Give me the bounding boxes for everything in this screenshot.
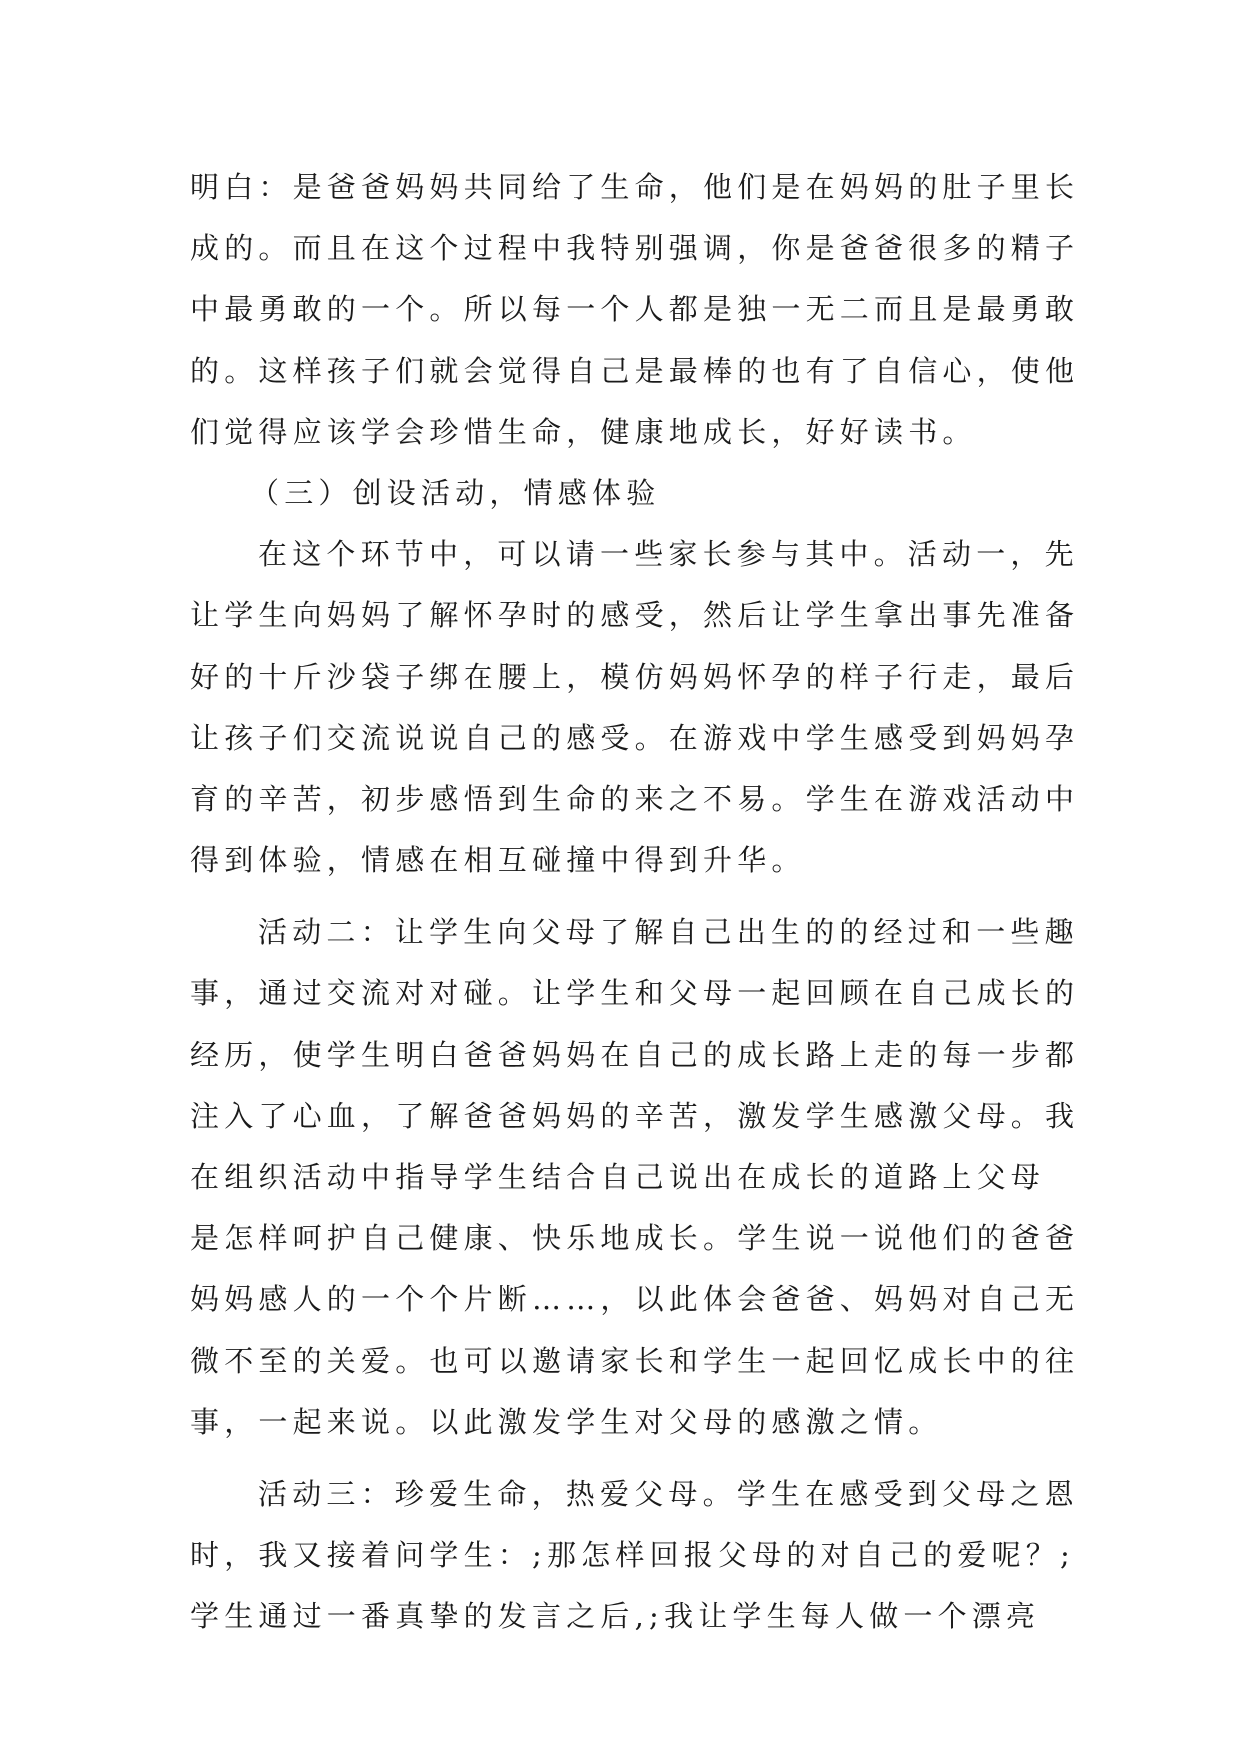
section-heading [190, 463, 1050, 524]
text-line: 在这个环节中，可以请一些家长参与其中。活动一，先 [258, 537, 1079, 572]
section-heading-text: （三）创设活动，情感体验 [250, 475, 661, 510]
document-body [190, 157, 1080, 1648]
paragraph-spacer [190, 1453, 1050, 1464]
text-line: 的。这样孩子们就会觉得自己是最棒的也有了自信心，使他 [190, 353, 1080, 388]
text-line: 妈妈感人的一个个片断……，以此体会爸爸、妈妈对自己无 [190, 1282, 1080, 1317]
text-line: 明白：是爸爸妈妈共同给了生命，他们是在妈妈的肚子里长 [190, 170, 1080, 204]
text-line: 经历，使学生明白爸爸妈妈在自己的成长路上走的每一步都 [190, 1037, 1080, 1072]
text-line: 活动三：珍爱生命，热爱父母。学生在感受到父母之恩 [258, 1476, 1079, 1511]
text-line: 事，通过交流对对碰。让学生和父母一起回顾在自己成长的 [190, 976, 1080, 1011]
text-line: 在组织活动中指导学生结合自己说出在成长的道路上父母 [190, 1160, 1046, 1194]
text-line: 们觉得应该学会珍惜生命，健康地成长，好好读书。 [190, 414, 977, 449]
paragraph-2 [190, 524, 1080, 891]
text-line: 让孩子们交流说说自己的感受。在游戏中学生感受到妈妈孕 [190, 720, 1080, 755]
paragraph-spacer [190, 891, 1050, 902]
text-line: 事，一起来说。以此激发学生对父母的感激之情。 [190, 1404, 943, 1439]
text-line: 学生通过一番真挚的发言之后,;我让学生每人做一个漂亮 [190, 1599, 1041, 1634]
text-line: 微不至的关爱。也可以邀请家长和学生一起回忆成长中的往 [190, 1343, 1080, 1378]
text-line: 得到体验，情感在相互碰撞中得到升华。 [190, 843, 806, 878]
text-line: 是怎样呵护自己健康、快乐地成长。学生说一说他们的爸爸 [190, 1221, 1080, 1256]
text-line: 成的。而且在这个过程中我特别强调，你是爸爸很多的精子 [190, 231, 1080, 266]
paragraph-3 [190, 902, 1080, 1453]
text-line: 让学生向妈妈了解怀孕时的感受，然后让学生拿出事先准备 [190, 598, 1080, 633]
text-line: 好的十斤沙袋子绑在腰上，模仿妈妈怀孕的样子行走，最后 [190, 659, 1080, 694]
text-line: 时，我又接着问学生：;那怎样回报父母的对自己的爱呢？; [190, 1538, 1075, 1573]
paragraph-4 [190, 1464, 1079, 1648]
text-line: 育的辛苦，初步感悟到生命的来之不易。学生在游戏活动中 [190, 781, 1080, 816]
paragraph-1 [190, 157, 1080, 463]
text-line: 注入了心血，了解爸爸妈妈的辛苦，激发学生感激父母。我 [190, 1098, 1080, 1133]
text-line: 活动二：让学生向父母了解自己出生的的经过和一些趣 [258, 915, 1079, 950]
text-line: 中最勇敢的一个。所以每一个人都是独一无二而且是最勇敢 [190, 292, 1080, 327]
